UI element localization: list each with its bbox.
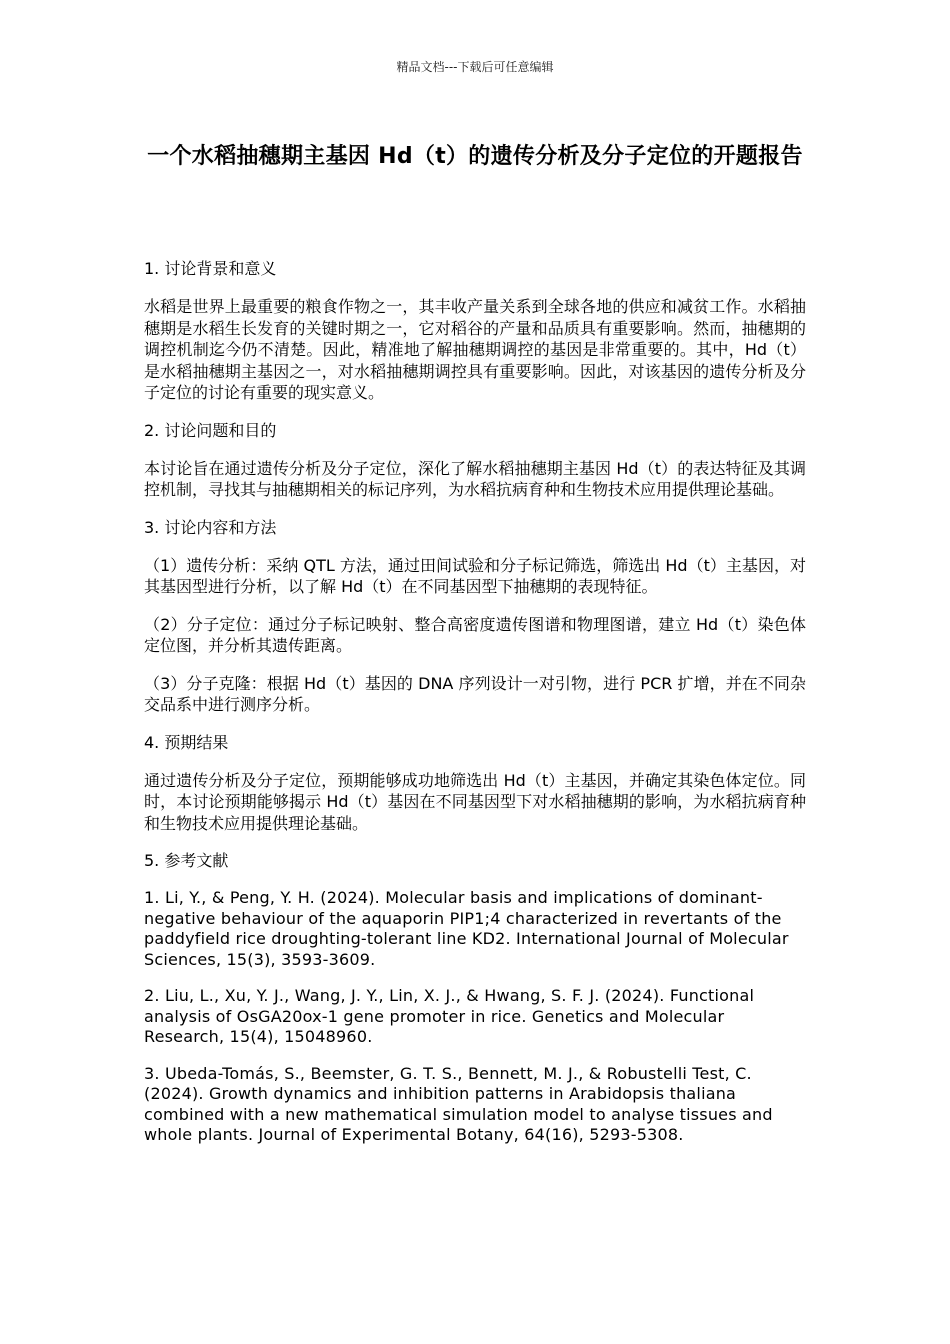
- reference-item: 3. Ubeda-Tomás, S., Beemster, G. T. S., Bennett, M. J., & Robustelli Test, C. (2024). Growth dynamics and inhibition patterns in Arabidopsis thaliana combined with a new mathematical simulation model to analyse tissues and whole plants. Journal of Experimental Botany, 64(16), 5293-5308.: [144, 1063, 773, 1144]
- document-title: 一个水稻抽穗期主基因 Hd（t）的遗传分析及分子定位的开题报告: [147, 144, 803, 169]
- paragraph-molecular-mapping: （2）分子定位：通过分子标记映射、整合高密度遗传图谱和物理图谱，建立 Hd（t）染色体定位图，并分析其遗传距离。: [144, 614, 806, 655]
- paragraph-background: 水稻是世界上最重要的粮食作物之一，其丰收产量关系到全球各地的供应和减贫工作。水稻抽穗期是水稻生长发育的关键时期之一，它对稻谷的产量和品质具有重要影响。然而，抽穗期的调控机制迄今仍不清楚。因此，精准地了解抽穗期调控的基因是非常重要的。其中，Hd（t）是水稻抽穗期主基因之一，对水稻抽穗期调控具有重要影响。因此，对该基因的遗传分析及分子定位的讨论有重要的现实意义。: [144, 297, 806, 402]
- section-heading-background: 1. 讨论背景和意义: [144, 259, 277, 278]
- page-header-note: 精品文档---下载后可任意编辑: [396, 60, 554, 74]
- paragraph-genetic-analysis: （1）遗传分析：采纳 QTL 方法，通过田间试验和分子标记筛选，筛选出 Hd（t）主基因，对其基因型进行分析，以了解 Hd（t）在不同基因型下抽穗期的表现特征。: [144, 555, 806, 596]
- section-heading-references: 5. 参考文献: [144, 851, 229, 870]
- reference-item: 2. Liu, L., Xu, Y. J., Wang, J. Y., Lin, X. J., & Hwang, S. F. J. (2024). Functional analysis of OsGA20ox-1 gene promoter in rice. Genetics and Molecular Research, 15(4), 15048960.: [144, 986, 755, 1046]
- paragraph-molecular-cloning: （3）分子克隆：根据 Hd（t）基因的 DNA 序列设计一对引物，进行 PCR 扩增，并在不同杂交品系中进行测序分析。: [144, 673, 806, 714]
- section-heading-objectives: 2. 讨论问题和目的: [144, 420, 277, 440]
- paragraph-objectives: 本讨论旨在通过遗传分析及分子定位，深化了解水稻抽穗期主基因 Hd（t）的表达特征及其调控机制，寻找其与抽穗期相关的标记序列，为水稻抗病育种和生物技术应用提供理论基础。: [144, 458, 806, 499]
- document-body: [144, 258, 806, 1162]
- section-heading-expected-results: 4. 预期结果: [144, 732, 229, 752]
- reference-item: 1. Li, Y., & Peng, Y. H. (2024). Molecular basis and implications of dominant-negative behaviour of the aquaporin PIP1;4 characterized in revertants of the paddyfield rice droughting-tolerant line KD2. International Journal of Molecular Sciences, 15(3), 3593-3609.: [144, 888, 789, 969]
- section-heading-methods: 3. 讨论内容和方法: [144, 517, 277, 537]
- paragraph-expected-results: 通过遗传分析及分子定位，预期能够成功地筛选出 Hd（t）主基因，并确定其染色体定位。同时，本讨论预期能够揭示 Hd（t）基因在不同基因型下对水稻抽穗期的影响，为水稻抗病育种和生物技术应用提供理论基础。: [144, 770, 806, 833]
